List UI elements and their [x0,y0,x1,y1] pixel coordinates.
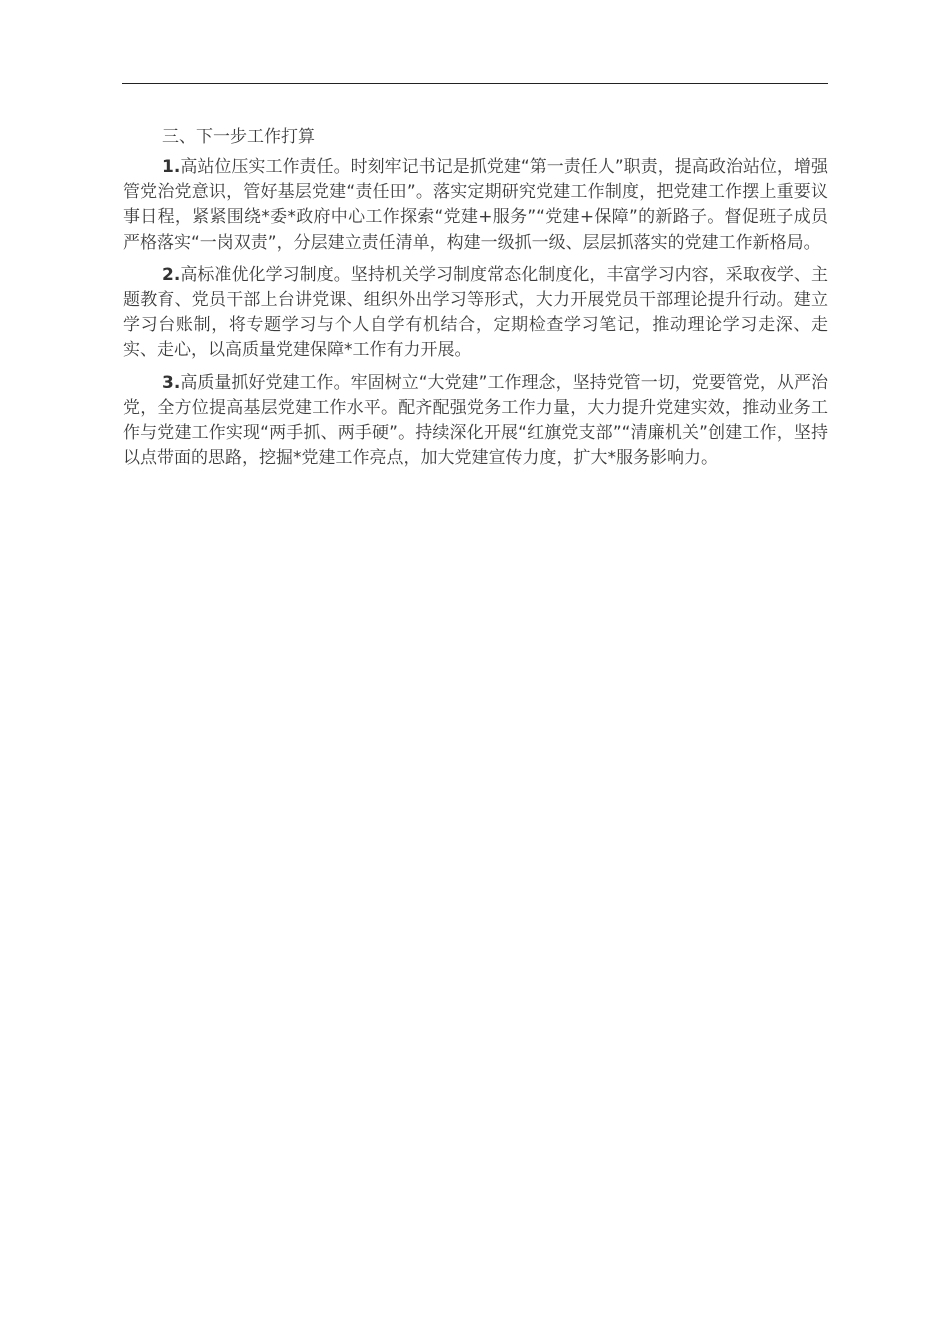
item-text: 高站位压实工作责任。时刻牢记书记是抓党建“第一责任人”职责，提高政治站位，增强管党治党意识，管好基层党建“责任田”。落实定期研究党建工作制度，把党建工作摆上重要议事日程，紧紧围绕*委*政府中心工作探索“党建+服务”“党建+保障”的新路子。督促班子成员严格落实“一岗双责”，分层建立责任清单，构建一级抓一级、层层抓落实的党建工作新格局。 [123,157,828,253]
item-number: 1. [162,157,181,177]
item-number: 3. [162,372,181,393]
header-rule [122,83,828,84]
item-text: 高质量抓好党建工作。牢固树立“大党建”工作理念，坚持党管一切，党要管党，从严治党，全方位提高基层党建工作水平。配齐配强党务工作力量，大力提升党建实效，推动业务工作与党建工作实现“两手抓、两手硬”。持续深化开展“红旗党支部”“清廉机关”创建工作，坚持以点带面的思路，挖掘*党建工作亮点，加大党建宣传力度，扩大*服务影响力。 [123,372,828,469]
item-number: 2. [162,264,181,285]
document-body [123,124,828,478]
section-heading: 三、下一步工作打算 [162,127,315,147]
list-item [123,371,828,472]
list-item [123,155,828,256]
list-item [123,263,828,364]
item-text: 高标准优化学习制度。坚持机关学习制度常态化制度化，丰富学习内容，采取夜学、主题教育、党员干部上台讲党课、组织外出学习等形式，大力开展党员干部理论提升行动。建立学习台账制，将专题学习与个人自学有机结合，定期检查学习笔记，推动理论学习走深、走实、走心，以高质量党建保障*工作有力开展。 [123,264,828,361]
